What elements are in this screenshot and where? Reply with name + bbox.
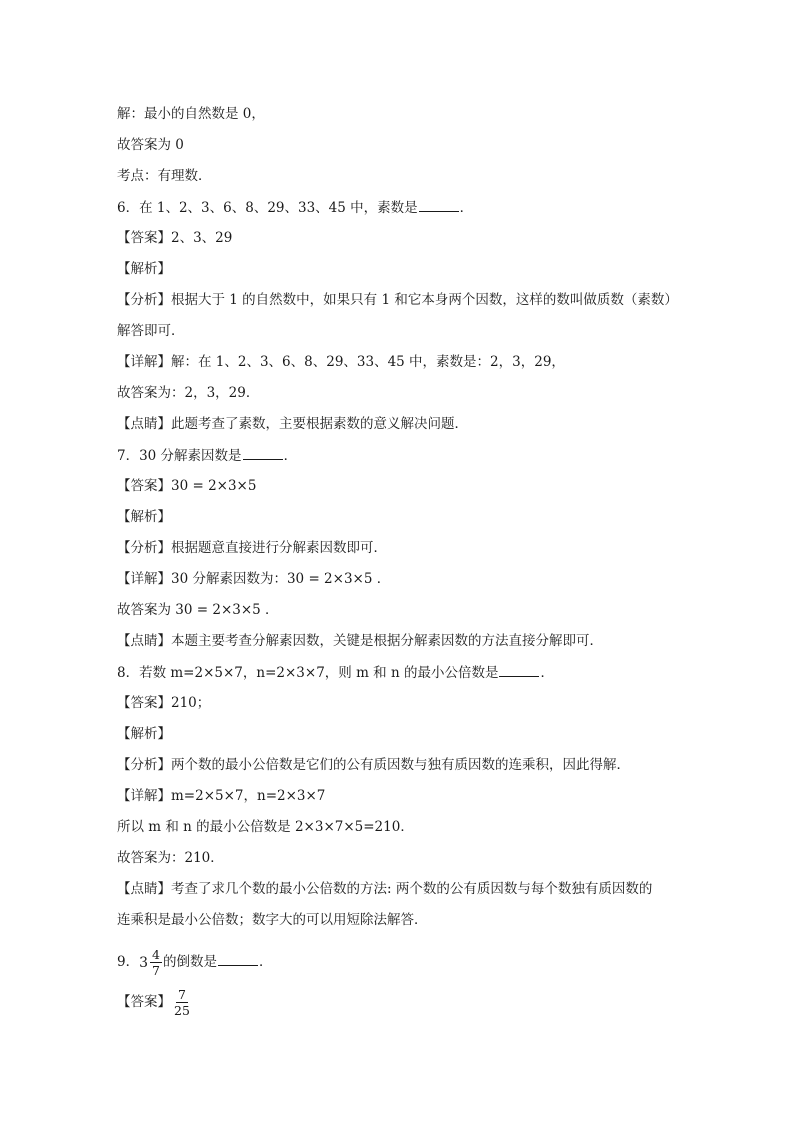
answer-7: 【答案】30 = 2×3×5 [117,478,257,494]
topic-line-rational: 考点：有理数． [117,168,212,184]
question-8 [117,662,554,683]
fraction-denominator: 7 [152,963,160,978]
mixed-number [139,946,163,980]
analysis-6-line1: 【分析】根据大于 1 的自然数中，如果只有 1 和它本身两个因数，这样的数叫做质数（素数） [117,292,678,308]
comment-8-line1: 【点睛】考查了求几个数的最小公倍数的方法: 两个数的公有质因数与每个数独有质因数的 [117,881,653,897]
answer-6: 【答案】2、3、29 [117,230,233,246]
question-7-text: 7．30 分解素因数是 [117,448,242,464]
question-9-text: 的倒数是 [162,954,217,970]
question-9 [117,945,272,980]
detail-7: 【详解】30 分解素因数为：30 = 2×3×5 ． [117,571,391,587]
question-6-end: ． [459,200,474,216]
analysis-6-line2: 解答即可． [117,323,185,339]
detail-8: 【详解】m=2×5×7，n=2×3×7 [117,788,326,804]
answer-blank [419,197,459,212]
answer-8: 【答案】210； [117,695,211,711]
question-7 [117,445,297,466]
analysis-heading-6: 【解析】 [117,261,171,277]
answer-blank [243,445,283,460]
answer-blank [499,662,539,677]
analysis-7: 【分析】根据题意直接进行分解素因数即可． [117,540,387,556]
conclusion-7: 故答案为 30 = 2×3×5 ． [117,602,279,618]
mixed-whole: 3 [139,954,149,971]
analysis-heading-8: 【解析】 [117,726,171,742]
answer-blank [218,951,258,966]
analysis-8: 【分析】两个数的最小公倍数是它们的公有质因数与独有质因数的连乘积，因此得解． [117,757,630,773]
detail-6: 【详解】解：在 1、2、3、6、8、29、33、45 中，素数是：2，3，29， [117,354,565,370]
comment-7: 【点睛】本题主要考查分解素因数，关键是根据分解素因数的方法直接分解即可． [117,633,603,649]
conclusion-6: 故答案为：2，3，29． [117,385,260,401]
question-6-text: 6．在 1、2、3、6、8、29、33、45 中，素数是 [117,200,418,216]
question-8-text: 8．若数 m=2×5×7，n=2×3×7，则 m 和 n 的最小公倍数是 [117,665,499,681]
reasoning-8: 所以 m 和 n 的最小公倍数是 2×3×7×5=210． [117,819,414,835]
question-6 [117,197,473,218]
fraction-numerator: 7 [177,987,186,1002]
fraction [172,987,192,1018]
answer-9 [117,985,193,1019]
fraction-numerator: 4 [152,947,160,962]
fraction-denominator: 25 [174,1003,190,1018]
answer-9-label: 【答案】 [117,994,171,1010]
fraction [150,947,162,978]
solution-line-smallest-natural: 解：最小的自然数是 0， [117,106,265,122]
answer-line-zero: 故答案为 0 [117,137,184,153]
question-9-number: 9． [117,954,140,970]
question-8-end: ． [540,665,554,681]
analysis-heading-7: 【解析】 [117,509,171,525]
comment-6: 【点睛】此题考查了素数，主要根据素数的意义解决问题． [117,416,468,432]
question-7-end: ． [283,448,298,464]
comment-8-line2: 连乘积是最小公倍数；数字大的可以用短除法解答． [117,912,428,928]
question-9-end: ． [258,954,273,970]
conclusion-8: 故答案为：210． [117,850,224,866]
